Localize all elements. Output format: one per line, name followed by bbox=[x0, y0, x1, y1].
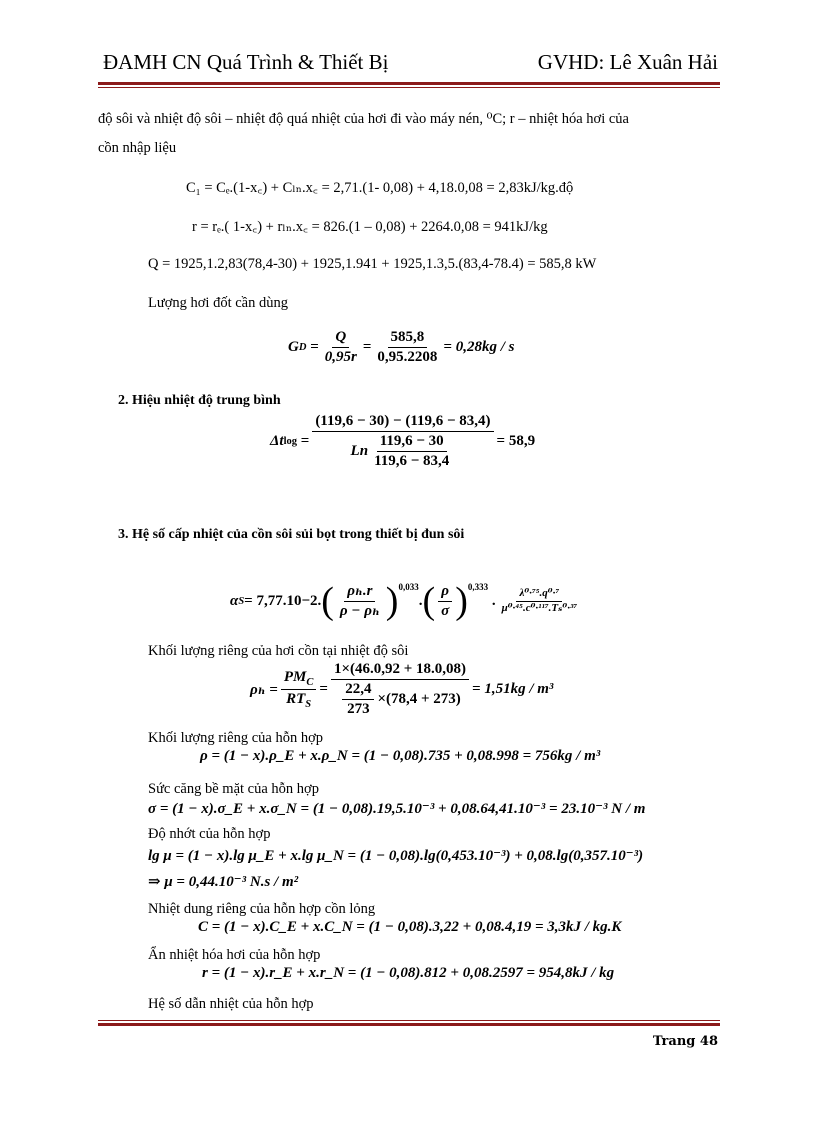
latent-heat-label: Ẩn nhiệt hóa hơi của hỗn hợp bbox=[148, 947, 321, 963]
gd-fraction-2 bbox=[374, 328, 440, 367]
steam-label: Lượng hơi đốt cần dùng bbox=[148, 295, 288, 311]
vapor-density-result: = 1,51kg / m³ bbox=[472, 680, 554, 697]
alpha-p2-num: ρ bbox=[438, 582, 452, 602]
equation-r: r = rₑ.( 1-x꜀) + rₗₙ.x꜀ = 826.(1 – 0,08) + 2264.0,08 = 941kJ/kg bbox=[192, 219, 548, 235]
header-right: GVHD: Lê Xuân Hải bbox=[537, 50, 718, 74]
delta-t-sub: log bbox=[283, 435, 297, 447]
equation-mix-density: ρ = (1 − x).ρ_E + x.ρ_N = (1 − 0,08).735 + 0,08.998 = 756kg / m³ bbox=[200, 748, 601, 764]
vapor-f1-num: PM bbox=[283, 668, 307, 685]
vapor-density-lhs: ρₕ = bbox=[250, 681, 278, 698]
vapor-f1-den-sub: S bbox=[305, 698, 312, 710]
surface-tension-label: Sức căng bề mặt của hỗn hợp bbox=[148, 781, 319, 797]
alpha-p3-num: λ⁰·⁷⁵.q⁰·⁷ bbox=[516, 587, 562, 602]
header-left: ĐAMH CN Quá Trình & Thiết Bị bbox=[103, 50, 389, 74]
footer-rule-thin bbox=[98, 1020, 720, 1021]
alpha-p2-exp: 0,333 bbox=[467, 582, 489, 592]
equation-viscosity-result: ⇒ μ = 0,44.10⁻³ N.s / m² bbox=[148, 874, 299, 890]
gd-fraction-1 bbox=[322, 328, 360, 367]
alpha-p1-num: ρₕ.r bbox=[344, 582, 375, 602]
equation-c1: C₁ = Cₑ.(1-x꜀) + Cₗₙ.x꜀ = 2,71.(1- 0,08) + 4,18.0,08 = 2,83kJ/kg.độ bbox=[186, 180, 574, 196]
gd-f1-num: Q bbox=[332, 328, 349, 348]
equation-vapor-density: ρₕ = $\frac{PM_C}{RT_S}$ = 1×(46.0,92 + 18.0,08) $\frac{22,4}{273}$ ×(78,4 + 273) = 1,51kg / m³ bbox=[250, 661, 554, 717]
vapor-density-label: Khối lượng riêng của hơi cồn tại nhiệt độ sôi bbox=[148, 643, 409, 659]
alpha-p2-den: σ bbox=[441, 602, 450, 619]
header-rule-thin bbox=[98, 87, 720, 88]
alpha-sub: S bbox=[238, 595, 245, 607]
gd-lhs: G bbox=[288, 338, 299, 355]
heat-capacity-label: Nhiệt dung riêng của hỗn hợp cồn lỏng bbox=[148, 901, 376, 917]
vapor-f2-den-num: 22,4 bbox=[342, 680, 374, 700]
delta-t-num: (119,6 − 30) − (119,6 − 83,4) bbox=[312, 412, 493, 432]
equation-delta-t: Δt log = (119,6 − 30) − (119,6 − 83,4) Ln $\frac{119,6 - 30}{119,6 - 83,4}$ = 58,9 bbox=[270, 413, 536, 469]
alpha-p1-exp: 0,033 bbox=[398, 582, 419, 592]
equation-viscosity: lg μ = (1 − x).lg μ_E + x.lg μ_N = (1 − 0,08).lg(0,453.10⁻³) + 0,08.lg(0,357.10⁻³) bbox=[148, 848, 644, 864]
mix-density-label: Khối lượng riêng của hỗn hợp bbox=[148, 730, 324, 746]
intro-line-2: cồn nhập liệu bbox=[98, 140, 177, 156]
gd-f2-num: 585,8 bbox=[388, 328, 428, 348]
alpha-p3-den: μ⁰·⁴⁵.c⁰·¹¹⁷.Tₛ⁰·³⁷ bbox=[501, 601, 578, 614]
conductivity-label: Hệ số dẫn nhiệt của hỗn hợp bbox=[148, 996, 314, 1012]
delta-t-lhs: Δt bbox=[270, 432, 284, 449]
delta-t-den bbox=[348, 432, 459, 471]
equation-heat-capacity: C = (1 − x).C_E + x.C_N = (1 − 0,08).3,22 + 0,08.4,19 = 3,3kJ / kg.K bbox=[198, 919, 622, 935]
equation-q: Q = 1925,1.2,83(78,4-30) + 1925,1.941 + 1925,1.3,5.(83,4-78.4) = 585,8 kW bbox=[148, 256, 597, 272]
equation-alpha: α S = 7,77.10−2. ( $\frac{\text{ρₕ.r}}{\text{ρ − ρₕ}}$ ) $^{0,033}$ . ( $\frac{\rho}{\sigma}$ ) $^{0,333}$ . $\frac{\text{λ⁰·⁷⁵.q⁰·⁷}}{\text{μ⁰·⁴⁵.c⁰·¹¹⁷.Tₛ⁰·³⁷}}$ bbox=[230, 582, 583, 621]
gd-result: = 0,28kg / s bbox=[443, 338, 515, 355]
alpha-p2 bbox=[438, 582, 452, 621]
alpha-coef: = 7,77.10−2. bbox=[244, 592, 322, 609]
vapor-f2-num: 1×(46.0,92 + 18.0,08) bbox=[331, 660, 469, 680]
equation-surface-tension: σ = (1 − x).σ_E + x.σ_N = (1 − 0,08).19,5.10⁻³ + 0,08.64,41.10⁻³ = 23.10⁻³ N / m bbox=[148, 801, 646, 817]
gd-f1-den: 0,95r bbox=[324, 348, 357, 365]
vapor-density-f1 bbox=[281, 668, 317, 711]
section-2-title: 2. Hiệu nhiệt độ trung bình bbox=[118, 393, 281, 408]
vapor-density-f2 bbox=[331, 660, 469, 718]
delta-t-inner-num: 119,6 − 30 bbox=[377, 432, 447, 452]
viscosity-label: Độ nhớt của hỗn hợp bbox=[148, 826, 271, 842]
section-3-title: 3. Hệ số cấp nhiệt của cồn sôi sủi bọt trong thiết bị đun sôi bbox=[118, 527, 465, 542]
delta-t-ln: Ln bbox=[350, 442, 369, 459]
header-rule-thick bbox=[98, 82, 720, 85]
vapor-f2-den-fraction bbox=[342, 680, 374, 719]
delta-t-fraction bbox=[312, 412, 493, 470]
page-number: Trang 48 bbox=[652, 1034, 718, 1049]
alpha-p3 bbox=[499, 587, 580, 616]
alpha-p1-den: ρ − ρₕ bbox=[339, 602, 380, 619]
intro-line-1: độ sôi và nhiệt độ sôi – nhiệt độ quá nhiệt của hơi đi vào máy nén, ⁰C; r – nhiệt hóa hơi của bbox=[98, 111, 629, 127]
equation-latent-heat: r = (1 − x).r_E + x.r_N = (1 − 0,08).812 + 0,08.2597 = 954,8kJ / kg bbox=[202, 965, 615, 981]
delta-t-result: = 58,9 bbox=[496, 432, 536, 449]
vapor-f2-den-b: ×(78,4 + 273) bbox=[377, 690, 461, 707]
alpha-lhs: α bbox=[230, 592, 239, 609]
vapor-f1-num-sub: C bbox=[306, 676, 314, 688]
vapor-f1-den: RT bbox=[286, 690, 306, 707]
delta-t-inner-den: 119,6 − 83,4 bbox=[374, 452, 450, 469]
vapor-f2-den-den: 273 bbox=[347, 700, 370, 717]
delta-t-inner-fraction bbox=[371, 432, 452, 471]
gd-lhs-sub: D bbox=[298, 341, 307, 353]
equation-gd: G D = $\frac{Q}{0,95r}$ = $\frac{585,8}{0,95.2208}$ = 0,28kg / s bbox=[288, 329, 515, 365]
alpha-p1 bbox=[337, 582, 383, 621]
footer-rule-thick bbox=[98, 1023, 720, 1026]
gd-f2-den: 0,95.2208 bbox=[377, 348, 438, 365]
